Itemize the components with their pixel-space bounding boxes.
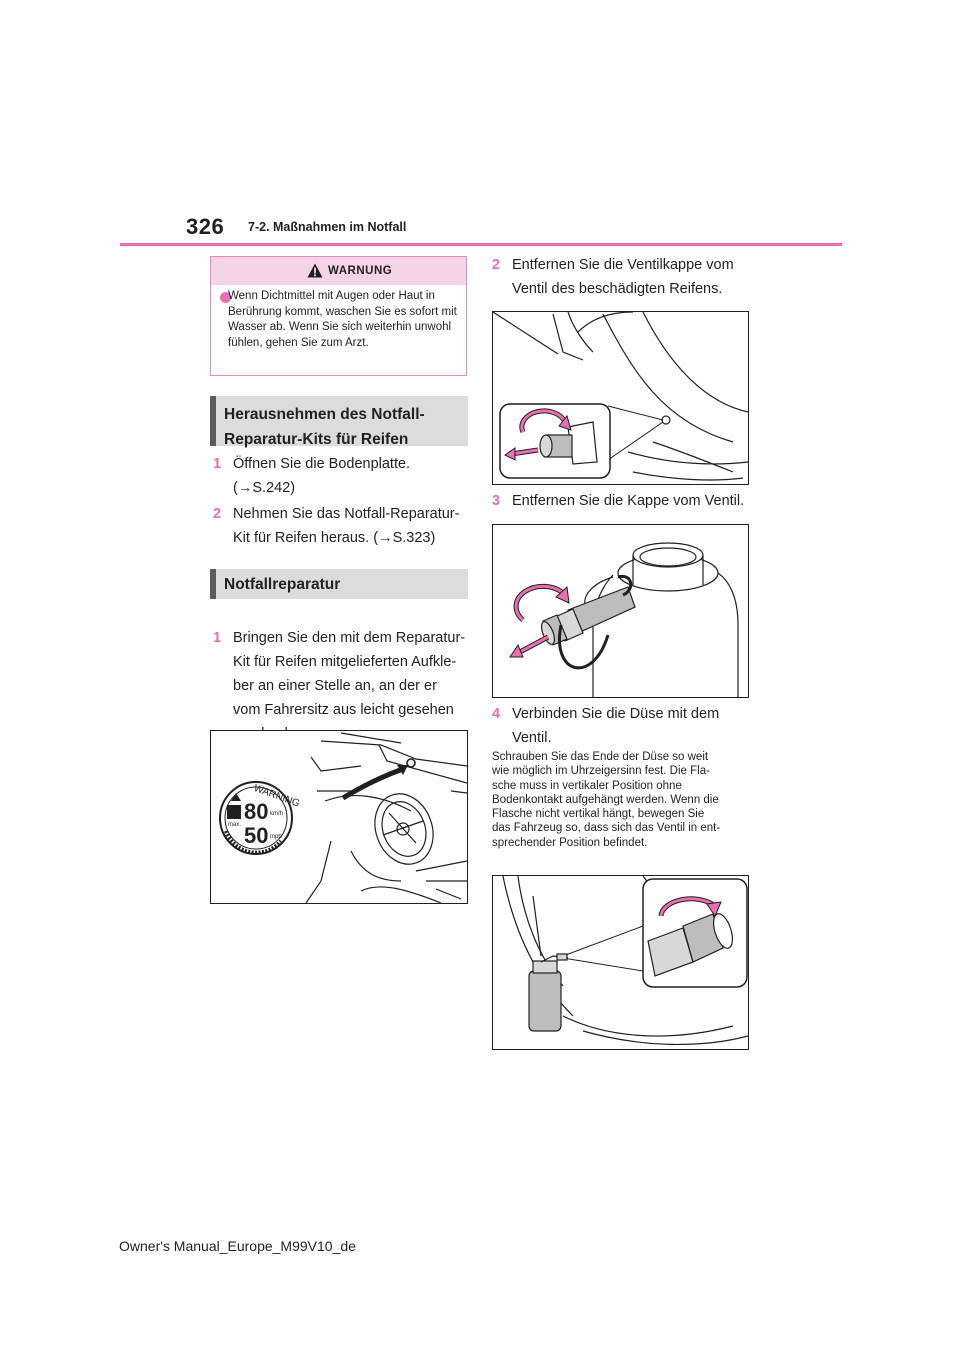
warning-box bbox=[210, 256, 467, 376]
warning-triangle-icon bbox=[307, 263, 323, 278]
step-text: Ventil. bbox=[512, 730, 552, 746]
speed-sticker bbox=[220, 782, 301, 854]
step-item bbox=[213, 503, 460, 546]
instruction-note bbox=[492, 750, 754, 850]
note-line: Schrauben Sie das Ende der Düse so weit bbox=[492, 751, 709, 763]
step-number: 1 bbox=[213, 456, 222, 472]
sticker-unit-mph: mph bbox=[270, 834, 282, 840]
step-text: Öffnen Sie die Bodenplatte. bbox=[233, 456, 411, 472]
figure-bottle-cap-removal bbox=[492, 524, 749, 698]
sticker-illustration bbox=[211, 731, 467, 903]
section-heading-emergency-repair: Notfallreparatur bbox=[210, 569, 468, 599]
sticker-speed-kmh: 80 bbox=[244, 799, 269, 824]
sticker-unit-kmh: km/h bbox=[270, 811, 284, 817]
section-heading-kit-removal bbox=[210, 396, 468, 446]
step-item bbox=[492, 703, 720, 746]
step-item bbox=[492, 254, 734, 297]
note-line: wie möglich im Uhrzeigersinn fest. Die Fla- bbox=[492, 765, 710, 778]
header-divider bbox=[120, 243, 842, 246]
figure-nozzle-connection bbox=[492, 875, 749, 1050]
step-number: 3 bbox=[492, 493, 501, 509]
step-item bbox=[492, 490, 745, 512]
step-text: Entfernen Sie die Ventilkappe vom bbox=[512, 257, 734, 273]
arrow-indicator bbox=[343, 769, 403, 798]
step-item bbox=[213, 453, 411, 496]
note-line: das Fahrzeug so, dass sich das Ventil in ent- bbox=[492, 822, 721, 835]
step-line: Kit für Reifen mitgelieferten Aufkle- bbox=[233, 654, 457, 670]
step-item bbox=[213, 627, 473, 718]
warning-title: WARNUNG bbox=[328, 265, 393, 277]
note-line: Bodenkontakt aufgehängt werden. Wenn die bbox=[492, 793, 719, 806]
figure-sticker-placement bbox=[210, 730, 468, 904]
section-title: 7-2. Maßnahmen im Notfall bbox=[248, 220, 407, 234]
heading-line-1: Herausnehmen des Notfall- bbox=[224, 406, 425, 423]
step-text: Ventil des beschädigten Reifens. bbox=[512, 281, 723, 297]
footer-manual-id: Owner's Manual_Europe_M99V10_de bbox=[119, 1238, 356, 1254]
sticker-speed-mph: 50 bbox=[244, 823, 269, 848]
heading-line-2: Reparatur-Kits für Reifen bbox=[224, 431, 409, 448]
bottle-cap-illustration bbox=[493, 525, 748, 697]
note-line: sche muss in vertikaler Position ohne bbox=[492, 779, 682, 792]
dashboard-sketch bbox=[306, 733, 467, 903]
valve-detail-inset bbox=[500, 404, 610, 478]
step-text: Nehmen Sie das Notfall-Reparatur- bbox=[233, 506, 460, 522]
step-text: Verbinden Sie die Düse mit dem bbox=[512, 706, 720, 722]
sticker-warning-label: WARNING bbox=[252, 782, 302, 810]
sticker-max-label: max. bbox=[228, 822, 242, 828]
note-line: sprechender Position befindet. bbox=[492, 836, 648, 849]
page-reference: (→S.242) bbox=[233, 480, 296, 496]
warning-text: Wenn Dichtmittel mit Augen oder Haut in Berührung kommt, waschen Sie es sofort mit Wasser ab. Wenn Sie sich weiterhin unwohl fühlen, gehen Sie zum Arzt. bbox=[228, 290, 457, 349]
step-number: 2 bbox=[213, 506, 222, 522]
step-line: ber an einer Stelle an, an der er bbox=[233, 678, 437, 694]
step-number: 2 bbox=[492, 257, 501, 273]
valve-cap-illustration bbox=[493, 312, 748, 484]
page-number: 326 bbox=[186, 214, 225, 239]
nozzle-illustration bbox=[493, 876, 748, 1049]
step-line: vom Fahrersitz aus leicht gesehen bbox=[233, 702, 454, 718]
step-number: 4 bbox=[492, 706, 501, 722]
nozzle-detail-inset bbox=[643, 879, 747, 987]
step-line: Bringen Sie den mit dem Reparatur- bbox=[233, 630, 466, 646]
step-text: Entfernen Sie die Kappe vom Ventil. bbox=[512, 493, 745, 509]
step-text: Kit für Reifen heraus. (→S.323) bbox=[233, 530, 436, 546]
warning-header bbox=[211, 257, 466, 285]
figure-valve-cap-removal bbox=[492, 311, 749, 485]
step-number: 1 bbox=[213, 630, 222, 646]
note-line: Flasche nicht vertikal hängt, bewegen Sie bbox=[492, 808, 705, 821]
bottle bbox=[529, 954, 568, 1031]
